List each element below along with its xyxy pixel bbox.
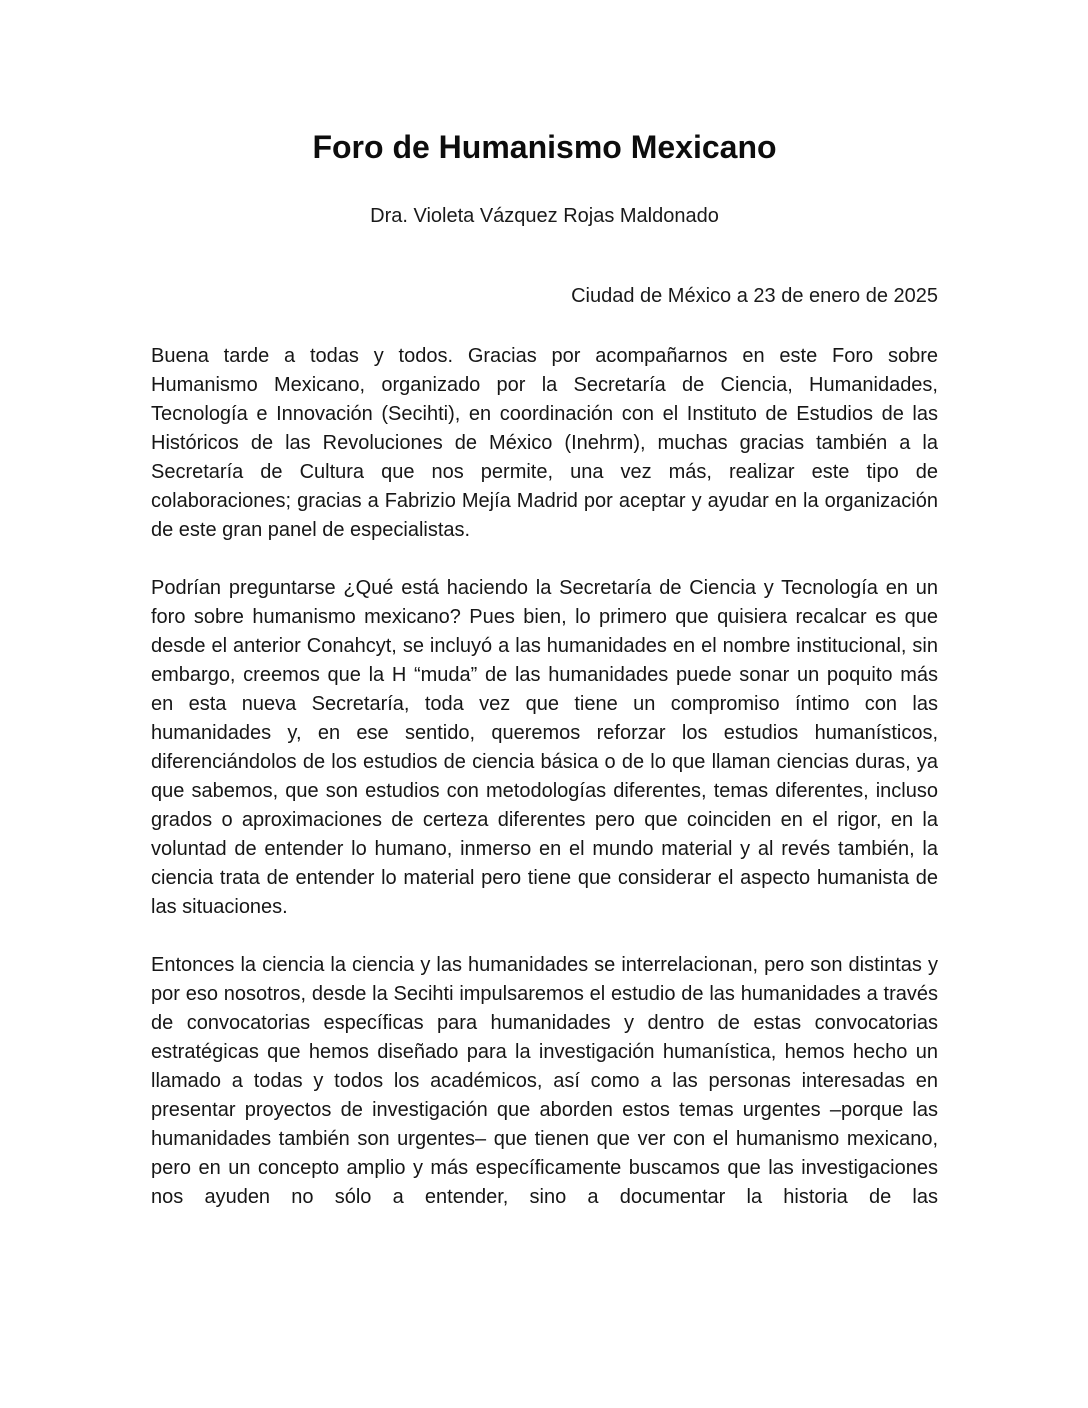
document-title: Foro de Humanismo Mexicano [312, 129, 777, 165]
paragraph-convocatorias-cutoff: Entonces la ciencia la ciencia y las humanidades se interrelacionan, pero son distintas y por eso nosotros, desde la Secihti impulsaremos el estudio de las humanidades a través de convocatorias específicas para humanidades y dentro de estas convocatorias estratégicas que hemos diseñado para la investigación humanística, hemos hecho un llamado a todas y todos los académicos, así como a las personas interesadas en presentar proyectos de investigación que aborden estos temas urgentes –porque las humanidades también son urgentes– que tienen que ver con el humanismo mexicano, pero en un concepto amplio y más específicamente buscamos que las investigaciones nos ayuden no sólo a entender, sino a documentar la historia de las [151, 954, 938, 1209]
document-dateline: Ciudad de México a 23 de enero de 2025 [571, 285, 938, 308]
document-author: Dra. Violeta Vázquez Rojas Maldonado [370, 205, 719, 228]
document-body [151, 342, 938, 1212]
paragraph-greeting: Buena tarde a todas y todos. Gracias por acompañarnos en este Foro sobre Humanismo Mexicano, organizado por la Secretaría de Ciencia, Humanidades, Tecnología e Innovación (Secihti), en coordinación con el Instituto de Estudios de las Históricos de las Revoluciones de México (Inehrm), muchas gracias también a la Secretaría de Cultura que nos permite, una vez más, realizar este tipo de colaboraciones; gracias a Fabrizio Mejía Madrid por aceptar y ayudar en la organización de este gran panel de especialistas. [151, 345, 938, 542]
paragraph-secretaria-humanities: Podrían preguntarse ¿Qué está haciendo la Secretaría de Ciencia y Tecnología en un foro sobre humanismo mexicano? Pues bien, lo primero que quisiera recalcar es que desde el anterior Conahcyt, se incluyó a las humanidades en el nombre institucional, sin embargo, creemos que la H “muda” de las humanidades puede sonar un poquito más en esta nueva Secretaría, toda vez que tiene un compromiso íntimo con las humanidades y, en ese sentido, queremos reforzar los estudios humanísticos, diferenciándolos de los estudios de ciencia básica o de lo que llaman ciencias duras, ya que sabemos, que son estudios con metodologías diferentes, temas diferentes, incluso grados o aproximaciones de certeza diferentes pero que coinciden en el rigor, en la voluntad de entender lo humano, inmerso en el mundo material y al revés también, la ciencia trata de entender lo material pero tiene que considerar el aspecto humanista de las situaciones. [151, 577, 938, 919]
